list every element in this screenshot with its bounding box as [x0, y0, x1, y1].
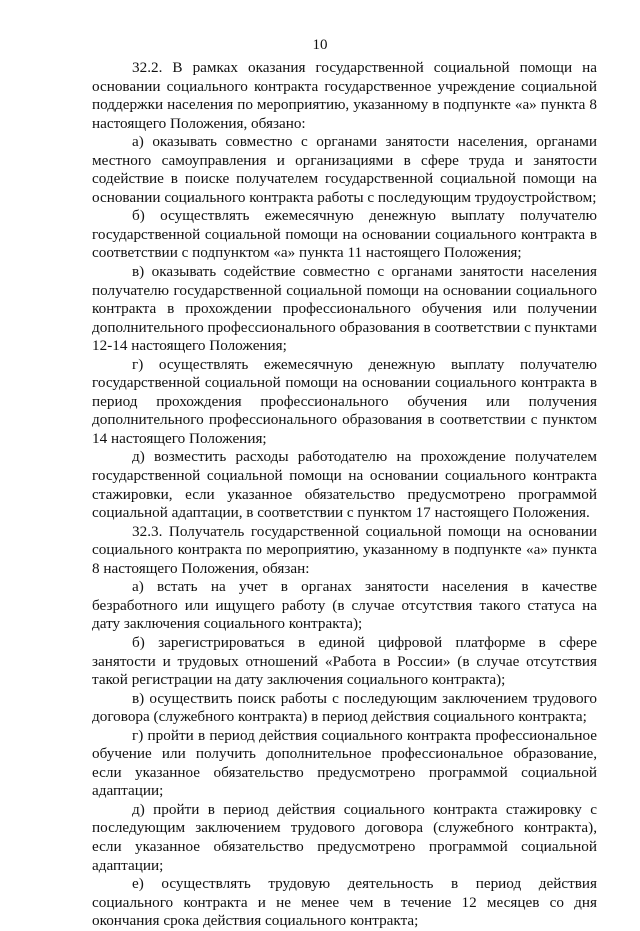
- paragraph-32-2-b: б) осуществлять ежемесячную денежную выплату получателю государственной социальной помощи на основании социального контракта в соответствии с подпунктом «а» пункта 11 настоящего Положения;: [92, 207, 597, 262]
- paragraph-32-3-v: в) осуществить поиск работы с последующим заключением трудового договора (служебного контракта) в период действия социального контракта;: [92, 689, 597, 726]
- paragraph-32-2-v: в) оказывать содействие совместно с органами занятости населения получателю государственной социальной помощи на основании социального контракта в прохождении профессионального обучения или получении дополнительного профессионального образования в соответствии с пунктами 12-14 настоящего Положения;: [92, 263, 597, 355]
- paragraph-32-2: 32.2. В рамках оказания государственной социальной помощи на основании социального контракта государственное учреждение социальной поддержки населения по мероприятию, указанному в подпункте «а» пункта 8 настоящего Положения, обязано:: [92, 59, 597, 132]
- document-body: [92, 59, 597, 931]
- paragraph-32-2-g: г) осуществлять ежемесячную денежную выплату получателю государственной социальной помощи на основании социального контракта в период прохождения профессионального обучения или получения дополнительного профессионального образования в соответствии с пунктом 14 настоящего Положения;: [92, 355, 597, 447]
- paragraph-32-2-a: а) оказывать совместно с органами занятости населения, органами местного самоуправления и организациями в сфере труда и занятости содействие в поиске получателем государственной социальной помощи на основании социального контракта работы с последующим трудоустройством;: [92, 133, 597, 206]
- paragraph-32-3: 32.3. Получатель государственной социальной помощи на основании социального контракта по мероприятию, указанному в подпункте «а» пункта 8 настоящего Положения, обязан:: [92, 522, 597, 577]
- page-number: 10: [312, 37, 328, 53]
- paragraph-32-3-g: г) пройти в период действия социального контракта профессиональное обучение или получить дополнительное профессиональное образование, если указанное обязательство предусмотрено программой социальной адаптации;: [92, 726, 597, 800]
- paragraph-32-2-d: д) возместить расходы работодателю на прохождение получателем государственной социальной помощи на основании социального контракта стажировки, если указанное обязательство предусмотрено программой социальной адаптации, в соответствии с пунктом 17 настоящего Положения.: [92, 448, 597, 522]
- paragraph-32-3-b: б) зарегистрироваться в единой цифровой платформе в сфере занятости и трудовых отношений «Работа в России» (в случае отсутствия такой регистрации на дату заключения социального контракта);: [92, 633, 597, 689]
- paragraph-32-3-d: д) пройти в период действия социального контракта стажировку с последующим заключением трудового договора (служебного контракта), если указанное обязательство предусмотрено программой социальной адаптации;: [92, 800, 597, 874]
- paragraph-32-3-e: е) осуществлять трудовую деятельность в период действия социального контракта и не менее чем в течение 12 месяцев со дня окончания срока действия социального контракта;: [92, 875, 597, 930]
- paragraph-32-3-a: а) встать на учет в органах занятости населения в качестве безработного или ищущего работу (в случае отсутствия такого статуса на дату заключения социального контракта);: [92, 578, 597, 633]
